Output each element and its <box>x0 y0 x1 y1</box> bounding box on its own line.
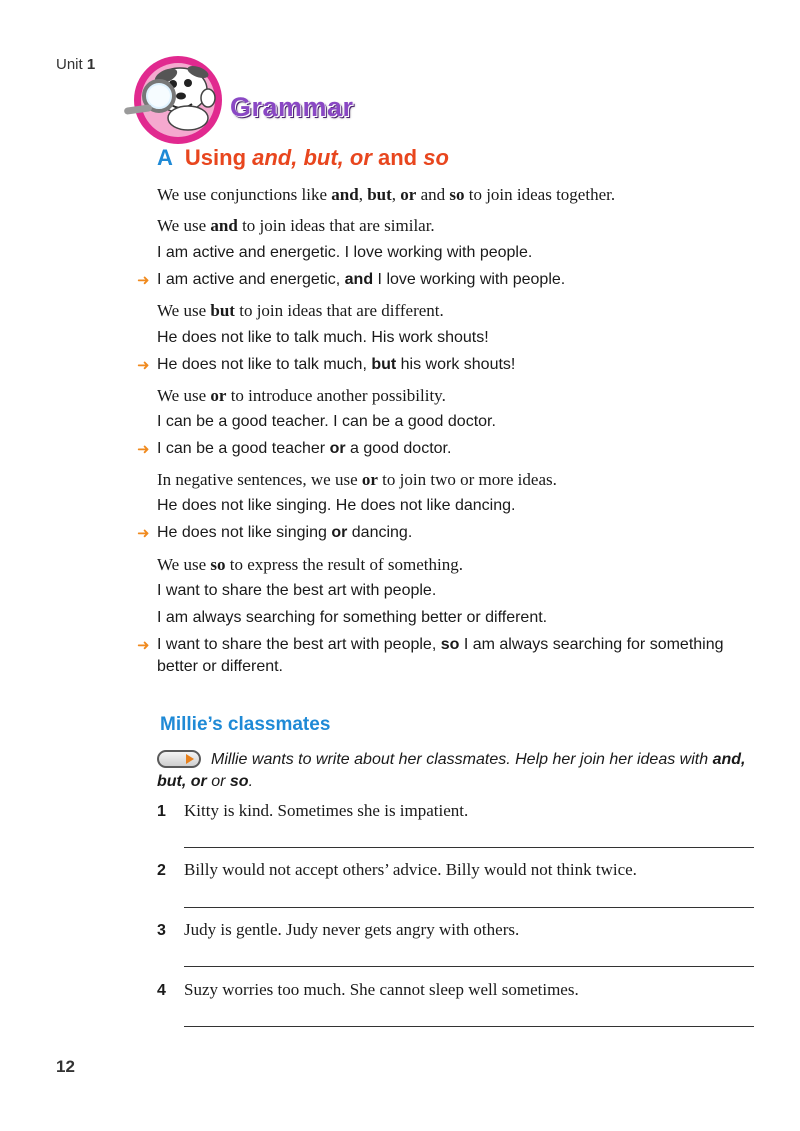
text-part: to join two or more ideas. <box>377 470 557 489</box>
text-part: to join ideas that are similar. <box>237 216 435 235</box>
text-part: but, or <box>157 773 207 790</box>
text-part: I am active and energetic, <box>157 271 345 288</box>
text-part: We use <box>157 216 211 235</box>
page-title: Grammar <box>230 92 354 122</box>
intro-text <box>157 185 615 205</box>
text-part: I can be a good teacher <box>157 440 330 457</box>
text-part: We use <box>157 555 211 574</box>
text-part: and, <box>712 751 746 768</box>
text-part: , <box>358 185 368 204</box>
arrow-right-icon: ➜ <box>137 524 150 542</box>
text-part: and <box>416 185 450 204</box>
rule-or <box>157 386 446 406</box>
exercise-heading: Millie’s classmates <box>160 714 331 735</box>
text-part: or <box>331 524 348 541</box>
rule-negative <box>157 470 557 490</box>
text-part: so <box>440 636 460 653</box>
text-part: and <box>331 185 359 204</box>
text-part: to join ideas together. <box>464 185 616 204</box>
question-number: 2 <box>157 862 166 879</box>
text-part: to join ideas that are different. <box>234 301 444 320</box>
text-part: Millie wants to write about her classmates. Help her join her ideas with <box>211 751 713 768</box>
text-part: He does not like to talk much, <box>157 356 372 373</box>
text-part: I love working with people. <box>373 271 566 288</box>
example-so-2: I am always searching for something better or different. <box>157 609 548 626</box>
text-part: so <box>210 555 226 574</box>
arrow-right-icon: ➜ <box>137 271 150 289</box>
section-title-part: Using <box>184 145 253 170</box>
text-part: We use <box>157 386 211 405</box>
section-title-part: and <box>371 145 424 170</box>
text-part: , <box>391 185 401 204</box>
text-part: or <box>361 470 378 489</box>
question-number: 4 <box>157 982 166 999</box>
unit-number: 1 <box>86 56 96 73</box>
result-or <box>157 440 451 458</box>
unit-label <box>56 56 95 73</box>
result-so-continued: better or different. <box>157 658 283 675</box>
answer-field-3[interactable] <box>184 946 754 967</box>
text-part: so <box>229 773 249 790</box>
question-text: Suzy worries too much. She cannot sleep well sometimes. <box>184 980 579 999</box>
question-number: 3 <box>157 922 166 939</box>
result-but <box>157 356 515 374</box>
exercise-instructions <box>157 749 753 793</box>
question-text: Kitty is kind. Sometimes she is impatient. <box>184 801 469 820</box>
text-part: and <box>210 216 238 235</box>
example-so-1: I want to share the best art with people. <box>157 582 437 599</box>
text-part: He does not like singing <box>157 524 332 541</box>
text-part: but <box>210 301 235 320</box>
section-title-part: so <box>423 145 449 170</box>
question-text: Billy would not accept others’ advice. Billy would not think twice. <box>184 860 637 879</box>
text-part: so <box>449 185 465 204</box>
text-part: . <box>248 773 254 790</box>
example-or: I can be a good teacher. I can be a good doctor. <box>157 413 496 430</box>
example-negative: He does not like singing. He does not like dancing. <box>157 497 516 514</box>
page-number: 12 <box>56 1057 75 1076</box>
text-part: but <box>367 185 392 204</box>
text-part: In negative sentences, we use <box>157 470 362 489</box>
dog-mascot-magnifier-icon <box>120 54 224 146</box>
text-part: but <box>371 356 397 373</box>
text-part: or <box>400 185 417 204</box>
rule-but <box>157 301 444 321</box>
answer-field-2[interactable] <box>184 887 754 908</box>
section-letter: A <box>157 145 173 170</box>
text-part: to express the result of something. <box>225 555 464 574</box>
section-heading <box>157 145 449 171</box>
arrow-right-icon: ➜ <box>137 356 150 374</box>
text-part: I am always searching for something <box>459 636 724 653</box>
text-part: a good doctor. <box>345 440 452 457</box>
unit-word: Unit <box>56 56 83 73</box>
answer-field-4[interactable] <box>184 1006 754 1027</box>
text-part: his work shouts! <box>396 356 516 373</box>
text-part: We use conjunctions like <box>157 185 332 204</box>
example-but: He does not like to talk much. His work shouts! <box>157 329 489 346</box>
arrow-right-icon: ➜ <box>137 636 150 654</box>
question-text: Judy is gentle. Judy never gets angry with others. <box>184 920 520 939</box>
rule-and <box>157 216 435 236</box>
question-number: 1 <box>157 803 166 820</box>
text-part: I want to share the best art with people, <box>157 636 441 653</box>
example-and: I am active and energetic. I love working with people. <box>157 244 533 261</box>
text-part: to introduce another possibility. <box>226 386 446 405</box>
arrow-right-icon: ➜ <box>137 440 150 458</box>
text-part: or <box>206 773 230 790</box>
text-part: and <box>344 271 374 288</box>
text-part: or <box>329 440 346 457</box>
text-part: dancing. <box>347 524 413 541</box>
rule-so <box>157 555 463 575</box>
result-negative <box>157 524 412 542</box>
text-part: or <box>210 386 227 405</box>
result-and <box>157 271 565 289</box>
result-so <box>157 636 724 654</box>
section-title-part: and, but, or <box>252 145 372 170</box>
text-part: We use <box>157 301 211 320</box>
answer-field-1[interactable] <box>184 827 754 848</box>
